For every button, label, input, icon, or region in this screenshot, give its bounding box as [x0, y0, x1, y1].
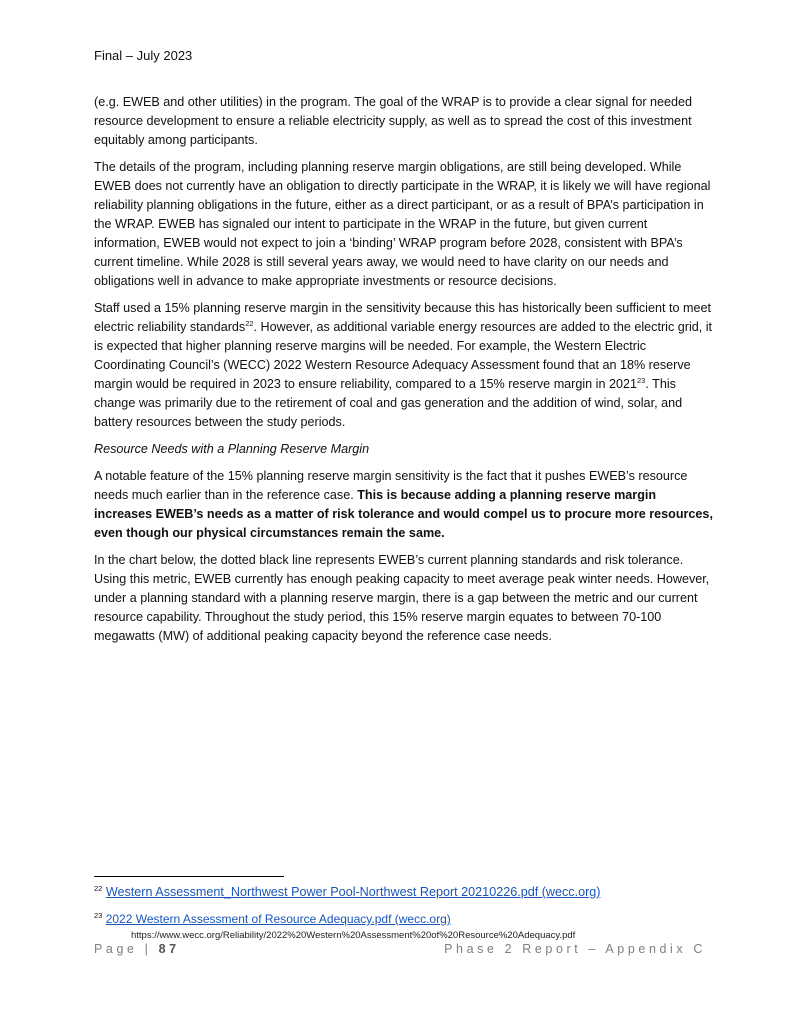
paragraph-text: A notable feature of the 15% planning reserve margin sensitivity is the fact that it pushes EWEB’s resource needs much earlier than in the reference case. [94, 469, 688, 502]
paragraph-wrap-goal: (e.g. EWEB and other utilities) in the program. The goal of the WRAP is to provide a clear signal for needed resource development to ensure a reliable electricity supply, as well as to spread the cost of this investment equitably among participants. [94, 95, 693, 147]
page-number-label [94, 942, 180, 956]
paragraph-chart-description: In the chart below, the dotted black line represents EWEB’s current planning standards and risk tolerance. Using this metric, EWEB currently has enough peaking capacity to meet average peak winter needs. However, under a planning standard with a planning reserve margin, there is a gap between the metric and our current resource capability. Throughout the study period, this 15% reserve margin equates to between 70-100 megawatts (MW) of additional peaking capacity beyond the reference case needs. [94, 553, 710, 643]
footnote-number: 23 [94, 911, 103, 920]
footnote-ref-23[interactable]: 23 [637, 376, 646, 385]
paragraph-reserve-margin [94, 299, 716, 432]
footnote-22-link[interactable]: Western Assessment_Northwest Power Pool-Northwest Report 20210226.pdf (wecc.org) [105, 885, 601, 899]
footnote-ref-22[interactable]: 22 [245, 319, 254, 328]
page-header: Final – July 2023 [94, 48, 193, 63]
page-label: Page | [94, 942, 159, 956]
report-title: Phase 2 Report – Appendix C [444, 942, 706, 956]
body-text [94, 93, 716, 654]
paragraph-notable-feature [94, 467, 716, 543]
footnote-23-link[interactable]: 2022 Western Assessment of Resource Adequacy.pdf (wecc.org) [105, 912, 451, 926]
paragraph-text: Staff used a 15% planning reserve margin in the sensitivity because this has historically been sufficient to meet electric reliability standards [94, 301, 711, 334]
paragraph-program-details: The details of the program, including planning reserve margin obligations, are still being developed. While EWEB does not currently have an obligation to directly participate in the WRAP, it is likely we will have regional reliability planning obligations in the future, either as a direct participant, or as a result of BPA’s participation in the WRAP. EWEB has signaled our intent to participate in the WRAP in the future, but given current information, EWEB would not expect to join a ‘binding’ WRAP program before 2028, consistent with BPA’s current timeline. While 2028 is still several years away, we would need to have clarity on our needs and obligations well in advance to make appropriate investments or resource decisions. [94, 160, 711, 288]
footnote-number: 22 [94, 884, 103, 893]
paragraph-text: . This change was primarily due to the retirement of coal and gas generation and the addition of wind, solar, and battery resources between the study periods. [94, 377, 683, 429]
paragraph-bold-text: This is because adding a planning reserve margin increases EWEB’s needs as a matter of risk tolerance and would compel us to procure more resources, even though our physical circumstances remain the same. [94, 488, 713, 540]
paragraph-text: . However, as additional variable energy resources are added to the electric grid, it is expected that higher planning reserve margins will be needed. For example, the Western Electric Coordinating Council’s (WECC) 2022 Western Resource Adequacy Assessment found that an 18% reserve margin would be required in 2023 to ensure reliability, compared to a 15% reserve margin in 2021 [94, 320, 713, 391]
footnote-23 [94, 911, 576, 941]
footnote-divider [94, 876, 284, 877]
page-number: 87 [158, 942, 180, 956]
section-subheading: Resource Needs with a Planning Reserve Margin [94, 442, 370, 456]
footnote-22 [94, 885, 601, 899]
footnote-23-url: https://www.wecc.org/Reliability/2022%20Western%20Assessment%20of%20Resource%20Adequacy.pdf [131, 930, 576, 941]
